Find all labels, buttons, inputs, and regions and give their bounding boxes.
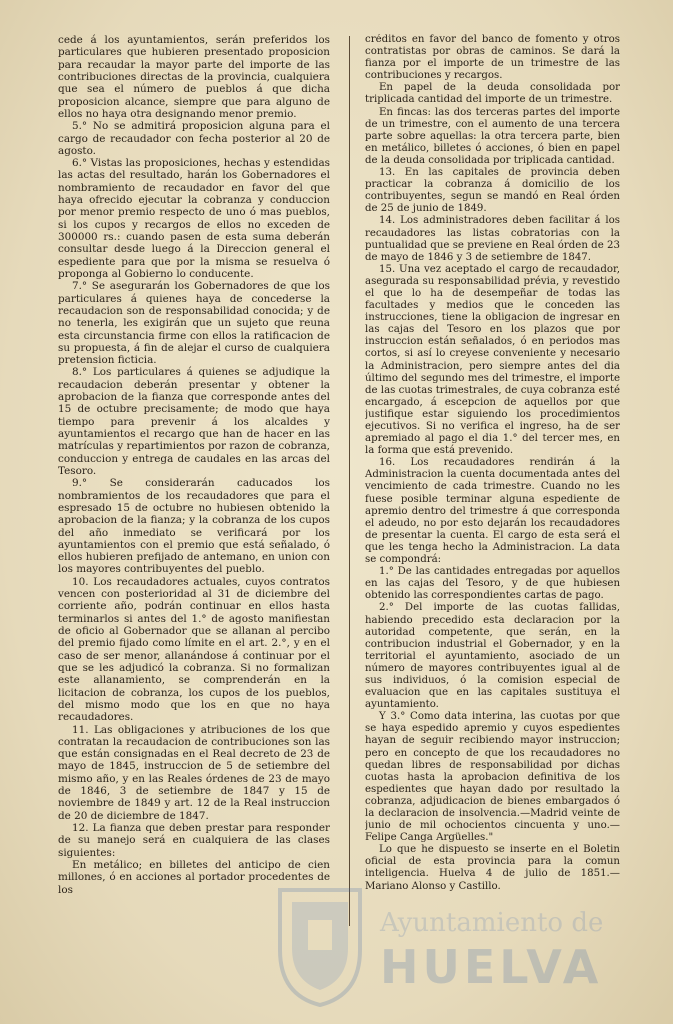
paragraph: 10. Los recaudadores actuales, cuyos contratos vencen con posterioridad al 31 de diciembre del corriente año, podrán continuar en ellos hasta terminarlos si antes del 1.° de agosto manifiestan de oficio al Gobernador que se allanan al percibo del premio fijado como límite en el art. 2.°, y en el caso de ser menor, allanándose á continuar por el que se les adjudicó la cobranza. Si no formalizan este allanamiento, se comprenderán en la licitacion de cobranza, los cupos de los pueblos, del mismo modo que los en que no haya recaudadores.: [58, 575, 330, 724]
paragraph: 7.° Se asegurarán los Gobernadores de que los particulares á quienes haya de concederse la recaudacion son de responsabilidad conocida; y de no tenerla, les exigirán que un sujeto que reuna esta circunstancia firme con ellos la ratificacion de su propuesta, á fin de alejar el curso de cualquiera pretension ficticia.: [58, 280, 330, 367]
paragraph: 2.° Del importe de las cuotas fallidas, habiendo precedido esta declaracion por la autoridad competente, que serán, en la contribucion industrial el Gobernador, y en la territorial el ayuntamiento, asociado de un número de mayores contribuyentes igual al de sus individuos, ó la comision especial de evaluacion que en las capitales sustituya el ayuntamiento.: [365, 602, 620, 711]
paragraph: 15. Una vez aceptado el cargo de recaudador, asegurada su responsabilidad prévia, y revestido el que lo ha de desempeñar de todas las facultades y medios que le conceden las instrucciones, tiene la obligacion de ingresar en las cajas del Tesoro en los plazos que por instruccion están señalados, ó en periodos mas cortos, si así lo creyese conveniente y necesario la Administracion, pero siempre antes del dia último del segundo mes del trimestre, el importe de las cuotas trimestrales, de cuya cobranza esté encargado, á escepcion de aquellos por que justifique estar siguiendo los procedimientos ejecutivos. Si no verifica el ingreso, ha de ser apremiado al pago el dia 1.° del tercer mes, en la forma que está prevenido.: [365, 263, 620, 457]
watermark-line2: HUELVA: [380, 940, 603, 994]
paragraph: Lo que he dispuesto se inserte en el Boletin oficial de esta provincia para la comun inteligencia. Huelva 4 de julio de 1851.—Mariano Alonso y Castillo.: [365, 844, 620, 892]
right-text-column: [365, 34, 620, 924]
paragraph: 8.° Los particulares á quienes se adjudique la recaudacion deberán presentar y obtener la aprobacion de la fianza que corresponde antes del 15 de octubre precisamente; de modo que haya tiempo para prevenir á los alcaldes y ayuntamientos el recargo que han de hacer en las matrículas y repartimientos por razon de cobranza, conduccion y entrega de caudales en las arcas del Tesoro.: [58, 366, 330, 477]
paragraph: cede á los ayuntamientos, serán preferidos los particulares que hubieren presentado proposicion para recaudar la mayor parte del importe de las contribuciones directas de la provincia, cualquiera que sea el número de pueblos á que dicha proposicion alcance, siempre que para alguno de ellos no haya otra designando menor premio.: [58, 34, 330, 120]
paragraph: En papel de la deuda consolidada por triplicada cantidad del importe de un trimestre.: [365, 82, 620, 106]
paragraph: En metálico; en billetes del anticipo de cien millones, ó en acciones al portador procedentes de los: [58, 858, 330, 896]
paragraph: 12. La fianza que deben prestar para responder de su manejo será en cualquiera de las clases siguientes:: [58, 822, 330, 859]
paragraph: 6.° Vistas las proposiciones, hechas y estendidas las actas del resultado, harán los Gobernadores el nombramiento de recaudador en favor del que haya ofrecido ejecutar la cobranza y conduccion por menor premio respecto de uno ó mas pueblos, si los cupos y recargos de ellos no exceden de 300000 rs.: cuando pasen de esta suma deberán consultar desde luego á la Direccion general el espediente para que por la misma se resuelva ó proponga al Gobierno lo conducente.: [58, 157, 330, 280]
column-divider: [349, 36, 350, 926]
paragraph: 13. En las capitales de provincia deben practicar la cobranza á domicilio de los contribuyentes, segun se mandó en Real órden de 25 de junio de 1849.: [365, 167, 620, 215]
paragraph: 14. Los administradores deben facilitar á los recaudadores las listas cobratorias con la puntualidad que se previene en Real órden de 23 de mayo de 1846 y 3 de setiembre de 1847.: [365, 215, 620, 263]
paragraph: créditos en favor del banco de fomento y otros contratistas por obras de caminos. Se dará la fianza por el importe de un trimestre de las contribuciones y recargos.: [365, 34, 620, 82]
left-text-column: [58, 34, 330, 926]
watermark-line1: Ayuntamiento de: [380, 908, 604, 938]
paragraph: 16. Los recaudadores rendirán á la Administracion la cuenta documentada antes del vencimiento de cada trimestre. Cuando no les fuese posible terminar alguna espediente de apremio dentro del trimestre á que corresponda el adeudo, no por esto dejarán los recaudadores de presentar la cuenta. El cargo de esta será el que les tenga hecho la Administracion. La data se compondrá:: [365, 457, 620, 566]
paragraph: 9.° Se considerarán caducados los nombramientos de los recaudadores que para el espresado 15 de octubre no hubiesen obtenido la aprobacion de la fianza; y la cobranza de los cupos del año inmediato se verificará por los ayuntamientos con el premio que está señalado, ó ellos hubieren prefijado de antemano, en union con los mayores contribuyentes del pueblo.: [58, 477, 330, 576]
paragraph: Y 3.° Como data interina, las cuotas por que se haya espedido apremio y cuyos espedientes hayan de seguir recibiendo mayor instruccion; pero en concepto de que los recaudadores no quedan libres de responsabilidad por dichas cuotas hasta la aprobacion definitiva de los espedientes que hayan dado por resultado la cobranza, adjudicacion de bienes embargados ó la declaracion de insolvencia.—Madrid veinte de junio de mil ochocientos cincuenta y uno.—Felipe Canga Argüelles.": [365, 711, 620, 844]
paragraph: 5.° No se admitirá proposicion alguna para el cargo de recaudador con fecha posterior al 20 de agosto.: [58, 120, 330, 157]
paragraph: En fincas: las dos terceras partes del importe de un trimestre, con el aumento de una tercera parte sobre aquellas: la otra tercera parte, bien en metálico, billetes ó acciones, ó bien en papel de la deuda consolidada por triplicada cantidad.: [365, 106, 620, 166]
paragraph: 1.° De las cantidades entregadas por aquellos en las cajas del Tesoro, y de que hubiesen obtenido las correspondientes cartas de pago.: [365, 566, 620, 602]
paragraph: 11. Las obligaciones y atribuciones de los que contratan la recaudacion de contribuciones son las que están consignadas en el Real decreto de 23 de mayo de 1845, instruccion de 5 de setiembre del mismo año, y en las Reales órdenes de 23 de mayo de 1846, 3 de setiembre de 1847 y 15 de noviembre de 1849 y art. 12 de la Real instruccion de 20 de diciembre de 1847.: [58, 723, 330, 822]
